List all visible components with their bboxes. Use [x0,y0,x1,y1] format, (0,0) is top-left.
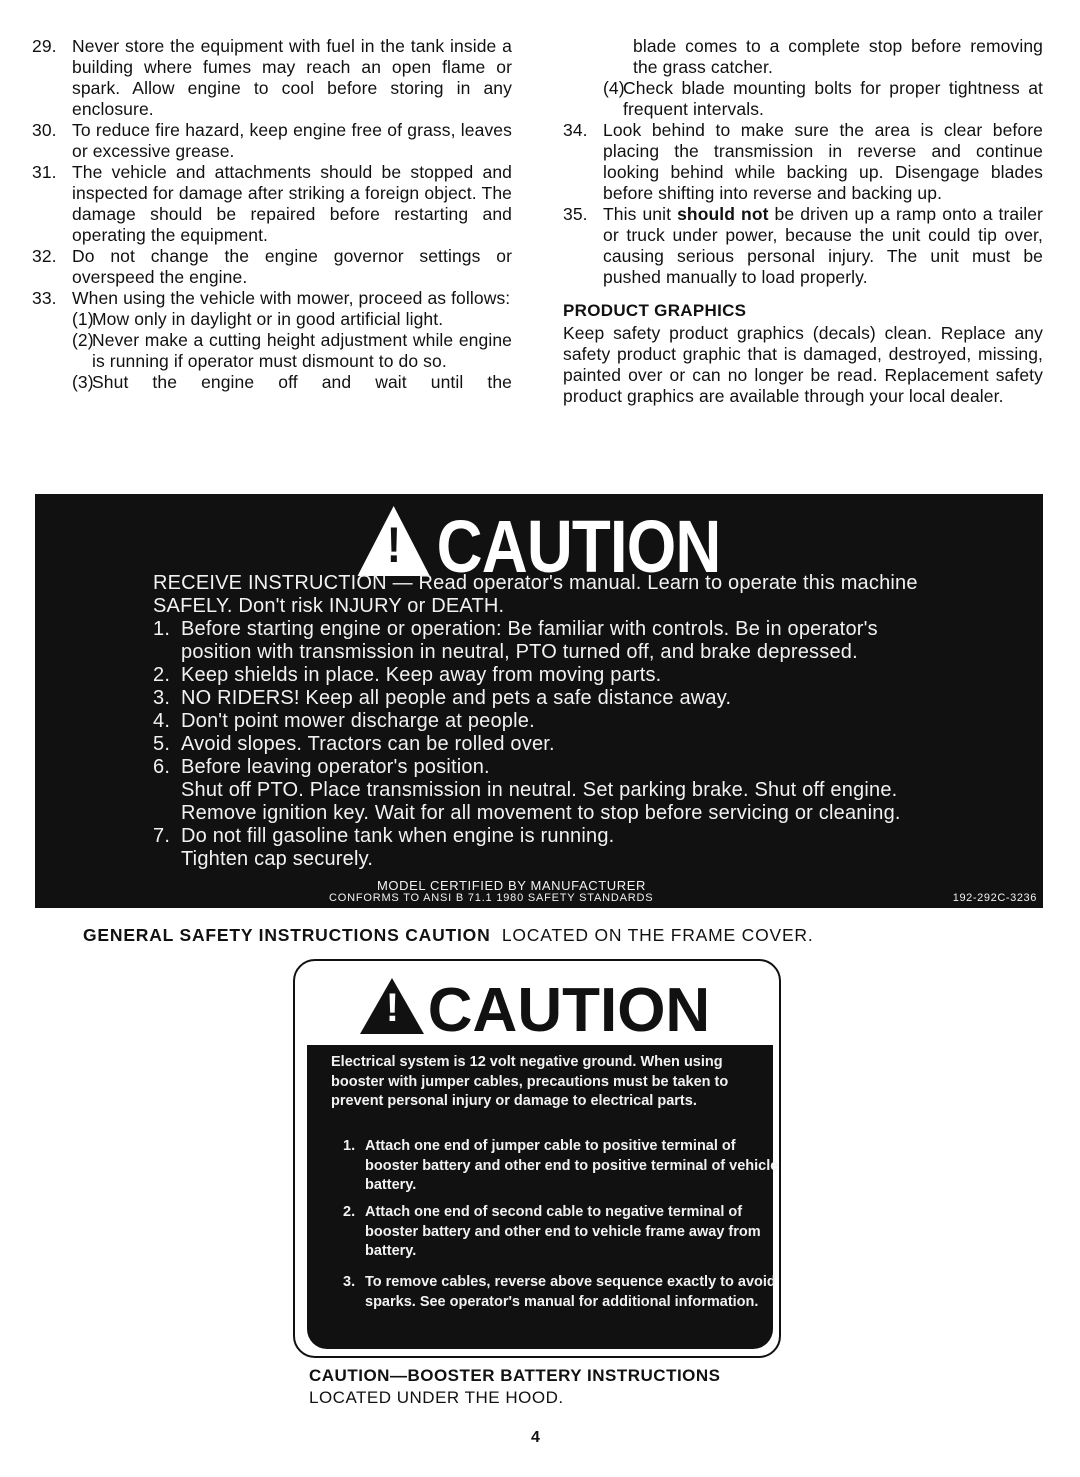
emphasis: should not [677,204,769,224]
list-item: 31. The vehicle and attachments should be stopped and inspected for damage after striking a foreign object. The damage should be repaired before restarting and operating the equipment. [32,162,512,245]
decal-list-item: 1. Before starting engine or operation: Be familiar with controls. Be in operator's [153,618,878,640]
list-item: 33. When using the vehicle with mower, proceed as follows: [32,288,511,308]
decal-list-item: 3. NO RIDERS! Keep all people and pets a safe distance away. [153,687,732,709]
left-column [32,36,512,393]
list-item: 30. To reduce fire hazard, keep engine free of grass, leaves or excessive grease. [32,120,512,161]
decal-list-item-line: Tighten cap securely. [181,848,374,870]
decal-list-item: 6. Before leaving operator's position. [153,756,490,778]
warning-triangle-icon: ! [357,506,429,576]
decal-list-item: 2. Attach one end of second cable to negative terminal of booster battery and other end to vehicle frame away from battery. [343,1204,761,1259]
part-number: 192-292C-3236 [952,892,1037,904]
continued-text: blade comes to a complete stop before removing the grass catcher. [633,36,1043,77]
paragraph: Keep safety product graphics (decals) clean. Replace any safety product graphic that is damaged, destroyed, missing, painted over or can no longer be read. Replacement safety product graphics are available through your local dealer. [563,323,1043,406]
caution-decal-booster [307,1045,779,1349]
decal-intro: Electrical system is 12 volt negative ground. When using booster with jumper cables, precautions must be taken to prevent personal injury or damage to electrical parts. [331,1054,729,1109]
decal-list-item: 2. Keep shields in place. Keep away from moving parts. [153,664,662,686]
section-heading: PRODUCT GRAPHICS [563,301,747,320]
list-item: 34. Look behind to make sure the area is clear before placing the transmission in reverse and continue looking behind while backing up. Disengage blades before shifting into reverse and backing up. [563,120,1043,203]
decal-list-item-line: Remove ignition key. Wait for all movement to stop before servicing or cleaning. [181,802,901,824]
list-item: 35. This unit should not be driven up a ramp onto a trailer or truck under power, because the unit could tip over, causing serious personal injury. The unit must be pushed manually to load properly. [563,204,1043,287]
decal-list-item: 3. To remove cables, reverse above sequence exactly to avoid sparks. See operator's manual for additional information. [343,1274,776,1310]
caution-decal-general [35,494,1043,908]
list-item: 32. Do not change the engine governor settings or overspeed the engine. [32,246,512,287]
right-column [563,36,1043,407]
sub-list-item: (3) Shut the engine off and wait until the [72,372,512,392]
decal-caption-booster: CAUTION—BOOSTER BATTERY INSTRUCTIONS LOCATED UNDER THE HOOD. [309,1366,721,1407]
decal-list-item-line: position with transmission in neutral, PTO turned off, and brake depressed. [181,641,858,663]
decal-list-item: 1. Attach one end of jumper cable to positive terminal of booster battery and other end to positive terminal of vehicle battery. [343,1138,779,1193]
list-item: 29. Never store the equipment with fuel in the tank inside a building where fumes may reach an open flame or spark. Allow engine to cool before storing in any enclosure. [32,36,512,119]
warning-triangle-icon: ! [360,978,424,1034]
certification-line: MODEL CERTIFIED BY MANUFACTURER [377,878,647,893]
page-number: 4 [531,1429,540,1446]
caution-banner-booster: ! CAUTION [293,975,777,1046]
decal-body [153,572,1033,871]
decal-list-item: 4. Don't point mower discharge at people. [153,710,535,732]
sub-list-item: (2) Never make a cutting height adjustment while engine is running if operator must dismount to do so. [72,330,512,371]
decal-list-item: 7. Do not fill gasoline tank when engine is running. [153,825,615,847]
decal-intro: RECEIVE INSTRUCTION — Read operator's manual. Learn to operate this machine [153,572,918,594]
decal-intro: SAFELY. Don't risk INJURY or DEATH. [153,595,505,617]
decal-caption-general: GENERAL SAFETY INSTRUCTIONS CAUTION LOCATED ON THE FRAME COVER. [83,925,814,945]
sub-list-item: (4) Check blade mounting bolts for proper tightness at frequent intervals. [603,78,1043,119]
standards-line: CONFORMS TO ANSI B 71.1 1980 SAFETY STANDARDS [329,892,654,904]
caution-banner: ! CAUTION [106,504,973,589]
decal-list-item-line: Shut off PTO. Place transmission in neutral. Set parking brake. Shut off engine. [181,779,898,801]
sub-list-item: (1) Mow only in daylight or in good artificial light. [72,309,444,329]
decal-list-item: 5. Avoid slopes. Tractors can be rolled over. [153,733,555,755]
